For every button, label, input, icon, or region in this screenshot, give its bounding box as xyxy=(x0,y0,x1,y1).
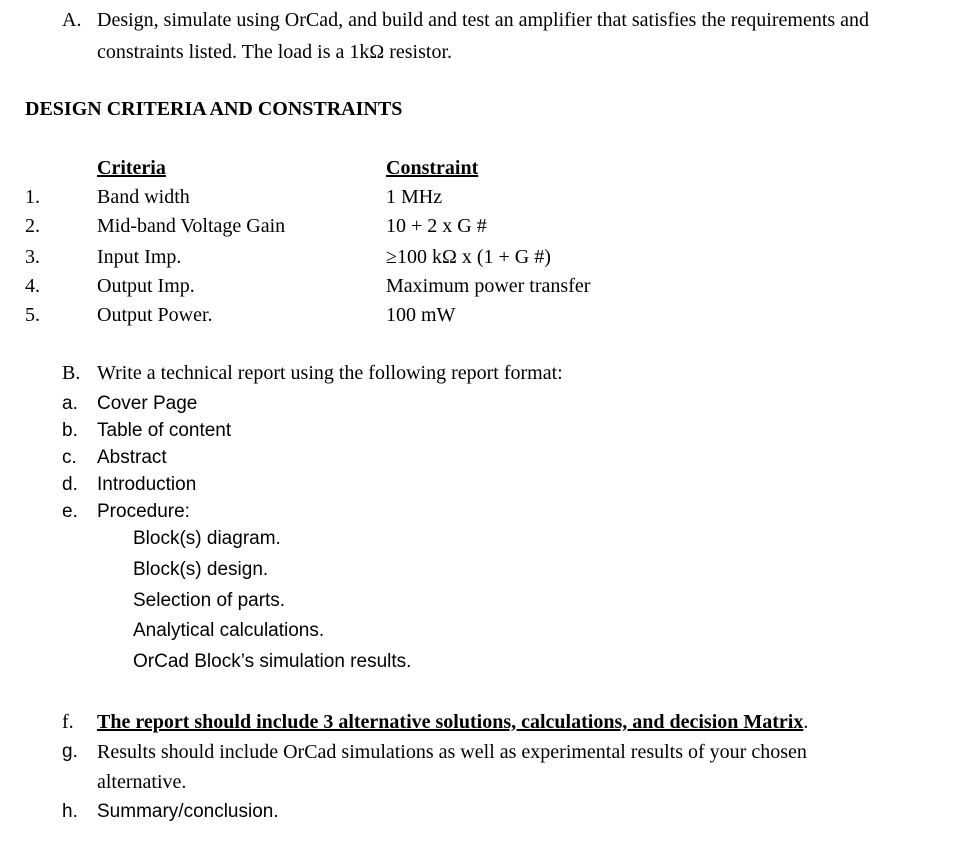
row-constraint: 1 MHz xyxy=(386,186,443,208)
row-criteria: Output Imp. xyxy=(97,275,195,297)
row-number: 1. xyxy=(25,186,40,208)
list-marker: d. xyxy=(62,474,78,495)
item-f-period: . xyxy=(803,711,809,733)
item-h-marker: h. xyxy=(62,801,78,822)
part-b-marker: B. xyxy=(62,362,81,384)
item-f-text: The report should include 3 alternative solutions, calculations, and decision Matrix xyxy=(97,711,804,733)
item-h-text: Summary/conclusion. xyxy=(97,801,279,822)
list-item: Introduction xyxy=(97,474,197,495)
list-item: Procedure: xyxy=(97,501,190,522)
row-constraint: Maximum power transfer xyxy=(386,275,591,297)
item-g-marker: g. xyxy=(62,741,78,762)
row-number: 4. xyxy=(25,275,40,297)
list-item: Abstract xyxy=(97,447,167,468)
row-number: 5. xyxy=(25,304,40,326)
item-g-line2: alternative. xyxy=(97,771,187,793)
list-marker: b. xyxy=(62,420,78,441)
list-marker: a. xyxy=(62,393,78,414)
row-criteria: Band width xyxy=(97,186,190,208)
row-constraint: 100 mW xyxy=(386,304,456,326)
item-g-line1: Results should include OrCad simulations as well as experimental results of your chosen xyxy=(97,741,807,763)
item-f xyxy=(97,712,808,732)
item-f-marker: f. xyxy=(62,711,74,733)
row-criteria: Input Imp. xyxy=(97,246,182,268)
constraint-header: Constraint xyxy=(386,157,479,179)
section-heading: DESIGN CRITERIA AND CONSTRAINTS xyxy=(25,98,403,120)
procedure-item: Selection of parts. xyxy=(133,590,286,611)
list-item: Cover Page xyxy=(97,393,198,414)
list-item: Table of content xyxy=(97,420,232,441)
list-marker: c. xyxy=(62,447,77,468)
row-criteria: Output Power. xyxy=(97,304,213,326)
criteria-header: Criteria xyxy=(97,157,166,179)
procedure-item: Analytical calculations. xyxy=(133,620,325,641)
part-a-marker: A. xyxy=(62,9,82,31)
procedure-item: Block(s) diagram. xyxy=(133,528,281,549)
row-number: 2. xyxy=(25,215,40,237)
part-a-line1: Design, simulate using OrCad, and build and test an amplifier that satisfies the requirements and xyxy=(97,9,870,31)
part-b-text: Write a technical report using the following report format: xyxy=(97,362,563,384)
row-constraint: ≥100 kΩ x (1 + G #) xyxy=(386,246,551,268)
list-marker: e. xyxy=(62,501,78,522)
procedure-item: OrCad Block’s simulation results. xyxy=(133,651,412,672)
row-criteria: Mid-band Voltage Gain xyxy=(97,215,286,237)
part-a-line2: constraints listed. The load is a 1kΩ resistor. xyxy=(97,41,452,63)
row-constraint: 10 + 2 x G # xyxy=(386,215,487,237)
row-number: 3. xyxy=(25,246,40,268)
procedure-item: Block(s) design. xyxy=(133,559,269,580)
